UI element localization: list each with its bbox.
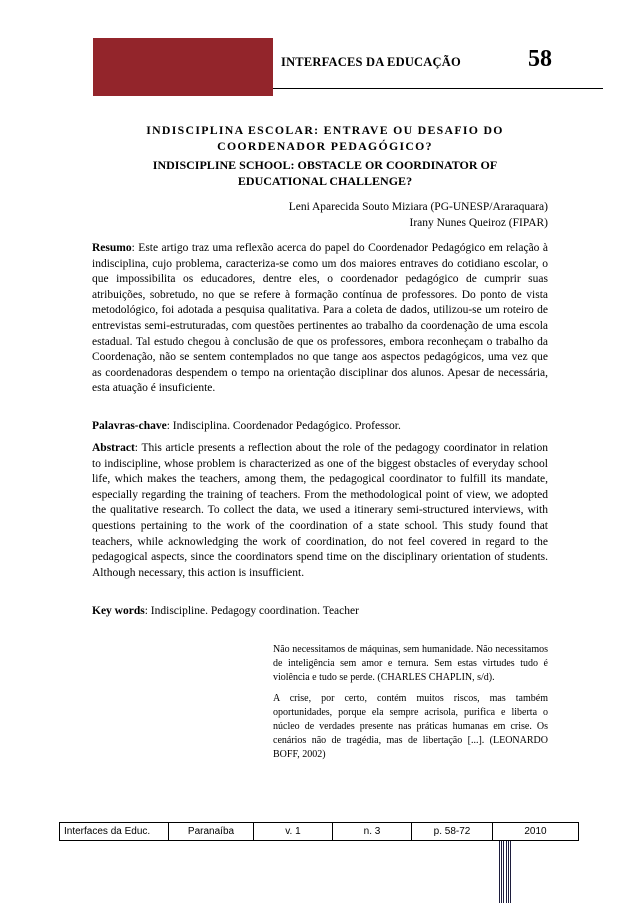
footer-volume: v. 1 bbox=[254, 823, 333, 841]
key-words-label: Key words bbox=[92, 605, 145, 617]
author-2: Irany Nunes Queiroz (FIPAR) bbox=[409, 217, 548, 229]
footer-citation-table bbox=[59, 822, 579, 841]
resumo-label: Resumo bbox=[92, 242, 132, 254]
header-rule bbox=[273, 88, 603, 89]
footer-decorative-lines bbox=[499, 841, 511, 903]
title-en-line-1: INDISCIPLINE SCHOOL: OBSTACLE OR COORDINATOR OF bbox=[152, 158, 498, 172]
abstract-text: : This article presents a reflection about the role of the pedagogy coordinator in relation to indiscipline, whose problem is characterized as one of the biggest obstacles of everyday school life, which makes the teachers, among them, the pedagogical coordinator to fulfill its mandate, especially regarding the training of teachers. From the methodological point of view, we adopted the qualitative research. To collect the data, we used a itinerary semi-structured interviews, with questions pertaining to the work of the coordination of a state school. This study found that teachers, while acknowledging the work of coordination, do not feel covered in regard to the pedagogical aspects, since the coordinators spend time on the disciplinary orientation of students. Although necessary, this action is insufficient. bbox=[92, 442, 548, 579]
article-title-english bbox=[70, 157, 580, 189]
footer-city: Paranaíba bbox=[169, 823, 254, 841]
epigraph-boff: A crise, por certo, contém muitos riscos, mas também oportunidades, porque ela sempre acrisola, purifica e liberta o núcleo de verdades presente nas práticas humanas em crise. Os cenários não de tragédia, mas de libertação [...]. (LEONARDO BOFF, 2002) bbox=[273, 693, 548, 760]
journal-title: INTERFACES DA EDUCAÇÃO bbox=[281, 55, 461, 69]
epigraph-chaplin: Não necessitamos de máquinas, sem humanidade. Não necessitamos de inteligência sem amor e ternura. Sem estas virtudes tudo é violência e tudo se perde. (CHARLES CHAPLIN, s/d). bbox=[273, 644, 548, 683]
title-pt-line-2: COORDENADOR PEDAGÓGICO? bbox=[217, 139, 433, 153]
footer-number: n. 3 bbox=[333, 823, 412, 841]
footer-pages: p. 58-72 bbox=[412, 823, 493, 841]
article-title-portuguese bbox=[70, 122, 580, 154]
key-words-paragraph bbox=[92, 604, 548, 620]
title-pt-line-1: INDISCIPLINA ESCOLAR: ENTRAVE OU DESAFIO DO bbox=[146, 123, 504, 137]
palavras-chave-paragraph bbox=[92, 419, 548, 435]
authors-block bbox=[230, 199, 548, 231]
header-color-block bbox=[93, 38, 273, 96]
footer-journal: Interfaces da Educ. bbox=[60, 823, 169, 841]
author-1: Leni Aparecida Souto Miziara (PG-UNESP/Araraquara) bbox=[288, 201, 548, 213]
resumo-text: : Este artigo traz uma reflexão acerca do papel do Coordenador Pedagógico em relação à indisciplina, cujo problema, caracteriza-se como um dos maiores entraves do cotidiano escolar, o que impossibilita os educadores, dentre eles, o coordenador pedagógico de cumprir suas atribuições, sobretudo, no que se refere à formação contínua de professores. Do ponto de vista metodológico, foi adotada a pesquisa qualitativa. Para a coleta de dados, utilizou-se um roteiro de entrevistas semi-estruturadas, com questões pertinentes ao trabalho da coordenação de uma escola estadual. Tal estudo chegou à conclusão de que os professores, embora reconheçam o trabalho da Coordenação, não se sentem contemplados no que tange aos aspectos pedagógicos, uma vez que as coordenadoras despendem o tempo na orientação disciplinar dos alunos. Apesar de necessária, esta atuação é insuficiente. bbox=[92, 242, 548, 395]
resumo-paragraph bbox=[92, 241, 548, 397]
key-words-text: : Indiscipline. Pedagogy coordination. Teacher bbox=[144, 605, 359, 617]
palavras-chave-label: Palavras-chave bbox=[92, 420, 167, 432]
palavras-chave-text: : Indisciplina. Coordenador Pedagógico. Professor. bbox=[166, 420, 401, 432]
footer-row bbox=[60, 823, 579, 841]
abstract-label: Abstract bbox=[92, 442, 135, 454]
title-en-line-2: EDUCATIONAL CHALLENGE? bbox=[237, 174, 413, 188]
abstract-paragraph bbox=[92, 441, 548, 581]
footer-year: 2010 bbox=[493, 823, 579, 841]
page-number: 58 bbox=[528, 46, 552, 72]
